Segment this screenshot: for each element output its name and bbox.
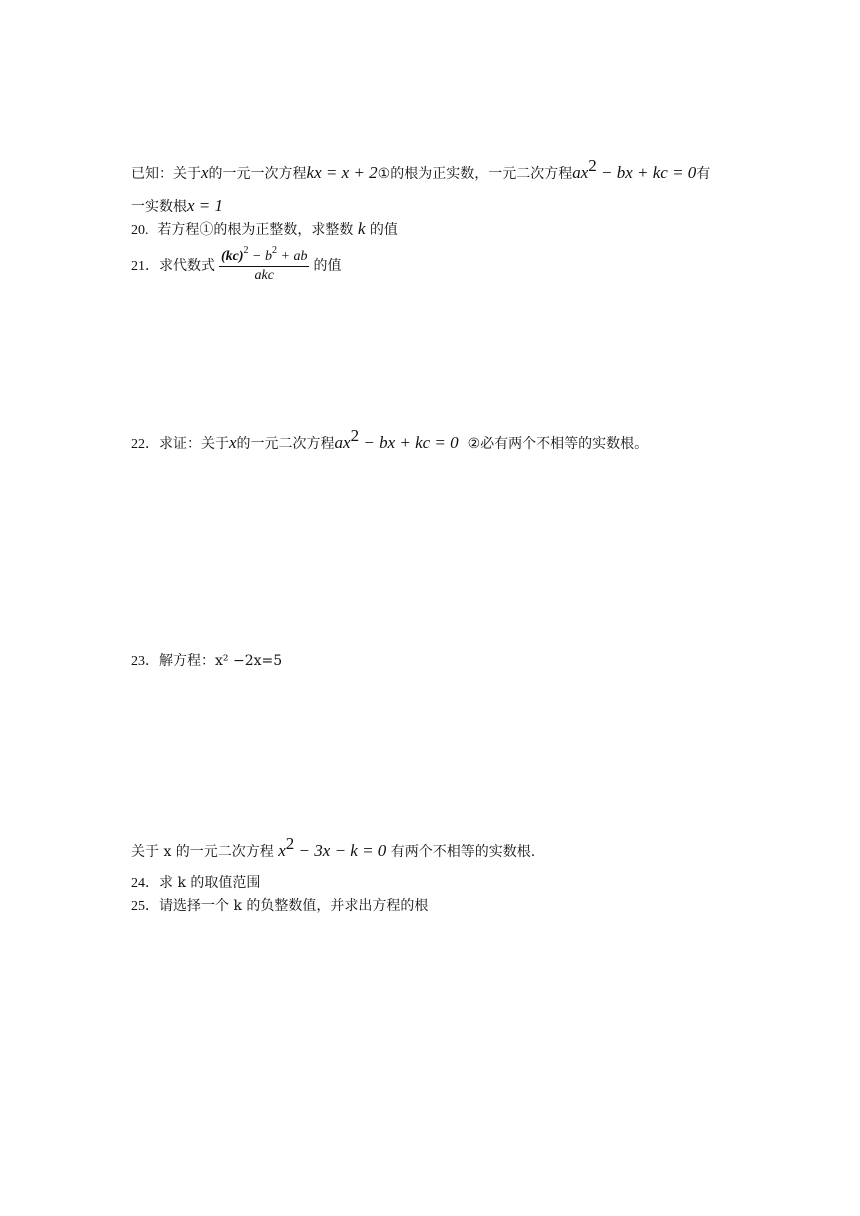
question-20 <box>131 219 398 241</box>
intro-2-equation-lead: x <box>278 841 286 860</box>
question-23-number: 23． <box>131 654 159 669</box>
equation-2-rest: − bx + kc = 0 <box>596 163 697 182</box>
question-22-equation-lead: ax <box>334 433 351 452</box>
question-22-number: 22． <box>131 437 159 452</box>
intro-2-equation-rest: − 3x − k = 0 <box>294 841 387 860</box>
intro-line-2 <box>131 196 223 217</box>
question-24-text: 求 k 的取值范围 <box>159 875 261 891</box>
question-20-tail: 的值 <box>369 222 398 238</box>
question-22-exponent: 2 <box>350 426 360 445</box>
intro-2-text-1: 关于 x 的一元二次方程 <box>131 844 274 860</box>
question-23 <box>131 651 282 672</box>
question-25 <box>131 896 428 917</box>
question-20-number: 20. <box>131 223 149 238</box>
intro-line-2-text: 一实数根 <box>131 199 187 215</box>
question-20-text: 若方程①的根为正整数，求整数 <box>157 222 354 238</box>
intro-text-3: ①的根为正实数，一元二次方程 <box>377 166 573 182</box>
question-22-equation-rest: − bx + kc = 0 <box>359 433 459 452</box>
question-25-text: 请选择一个 k 的负整数值，并求出方程的根 <box>159 898 429 914</box>
question-21-text: 求代数式 <box>159 258 215 274</box>
intro-line-2-equation: x = 1 <box>187 196 224 215</box>
equation-2-exponent: 2 <box>588 156 597 175</box>
fraction-numerator <box>219 244 309 267</box>
intro-text-1: 已知：关于 <box>131 166 201 182</box>
question-24 <box>131 873 260 894</box>
numerator-exp-2: 2 <box>272 244 277 256</box>
equation-1: kx = x + 2 <box>306 163 378 182</box>
intro-2-text-2: 有两个不相等的实数根. <box>390 844 536 860</box>
question-22-text-2: 的一元二次方程 <box>236 436 335 452</box>
numerator-term-2: − b <box>248 248 272 264</box>
variable-x: x <box>201 163 209 182</box>
question-23-text: 解方程：x² −2x=5 <box>159 653 283 669</box>
numerator-term-1: (kc) <box>221 248 244 264</box>
intro-2-exponent: 2 <box>285 834 295 853</box>
question-22-variable: x <box>229 433 237 452</box>
equation-2-lead: ax <box>572 163 589 182</box>
question-22-text-1: 求证：关于 <box>159 436 229 452</box>
intro-text-2: 的一元一次方程 <box>208 166 307 182</box>
intro-text-4: 有 <box>696 166 711 182</box>
question-21-tail: 的值 <box>313 258 342 274</box>
fraction <box>219 244 309 284</box>
question-22-text-3: ②必有两个不相等的实数根。 <box>467 436 649 452</box>
numerator-term-3: + ab <box>277 248 308 264</box>
question-21-number: 21． <box>131 259 159 274</box>
question-25-number: 25． <box>131 899 159 914</box>
fraction-denominator: akc <box>254 267 274 283</box>
question-24-number: 24． <box>131 876 159 891</box>
question-22 <box>131 426 649 455</box>
question-21 <box>131 246 341 287</box>
question-20-variable: k <box>357 219 366 238</box>
numerator-exp-1: 2 <box>243 244 249 256</box>
intro-line-1 <box>131 156 711 184</box>
intro-2 <box>131 834 536 862</box>
